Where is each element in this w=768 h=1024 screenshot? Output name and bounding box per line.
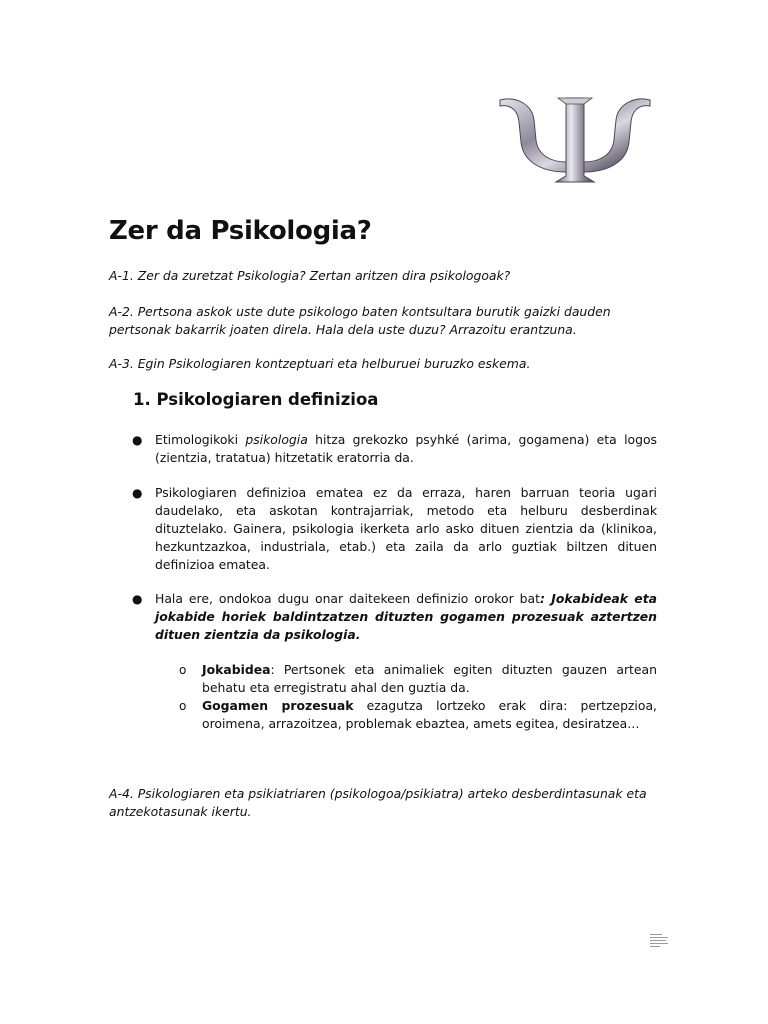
sub-bullet-jokabidea [202, 661, 657, 697]
sub-bullet-gogamen [202, 697, 657, 733]
bullet-etymology [155, 431, 657, 467]
term: Gogamen prozesuak [202, 698, 354, 713]
page-title: Zer da Psikologia? [109, 216, 372, 246]
question-a2: A-2. Pertsona askok uste dute psikologo baten kontsultara burutik gaizki dauden pertsonak bakarrik joaten direla. Hala dela uste duzu? Arrazoitu erantzuna. [109, 304, 611, 337]
section-heading [133, 390, 378, 409]
bullet-general-definition [155, 590, 657, 644]
sub-bullet-icon: o [179, 699, 187, 713]
term-text: ezagutza lortzeko erak dira: pertzepzioa, oroimena, arrazoitzea, problemak ebaztea, amets egitea, desiratzea… [202, 698, 657, 731]
question-a1: A-1. Zer da zuretzat Psikologia? Zertan aritzen dira psikologoak? [109, 268, 511, 283]
page-thumbnail-icon [650, 934, 668, 952]
bullet-icon: ● [132, 433, 143, 447]
section-title: Psikologiaren definizioa [156, 390, 379, 409]
bullet-definition-difficulty: Psikologiaren definizioa ematea ez da erraza, haren barruan teoria ugari daudelako, eta askotan kontrajarriak, metodo eta helburu desberdinak dituztelako. Gainera, psikologia ikerketa arlo asko dituen zientzia da (klinikoa, hezkuntzazkoa, industriala, etab.) eta zaila da arlo guztiak biltzen dituen definizioa ematea. [155, 485, 657, 572]
term: Jokabidea [202, 662, 271, 677]
question-a4: A-4. Psikologiaren eta psikiatriaren (psikologoa/psikiatra) arteko desberdintasunak eta antzekotasunak ikertu. [109, 786, 647, 819]
question-a3: A-3. Egin Psikologiaren kontzeptuari eta helburuei buruzko eskema. [109, 356, 531, 371]
bullet-icon: ● [132, 486, 143, 500]
bullet-text: Hala ere, ondokoa dugu onar daitekeen definizio orokor bat [155, 591, 540, 606]
term-text: : Pertsonek eta animaliek egiten dituzten gauzen artean behatu eta erregistratu ahal den guztia da. [202, 662, 657, 695]
section-number: 1. [133, 390, 151, 409]
psi-symbol-icon [494, 92, 656, 192]
bullet-text: hitza grekozko psyhké (arima, gogamena) eta logos (zientzia, tratatua) hitzetatik eratorria da. [155, 432, 657, 465]
bullet-text: Etimologikoki [155, 432, 246, 447]
italic-term: psikologia [245, 432, 308, 447]
bullet-icon: ● [132, 592, 143, 606]
sub-bullet-icon: o [179, 663, 187, 677]
definition-emphasis: : Jokabideak eta jokabide horiek baldintzatzen dituzten gogamen prozesuak aztertzen dituen zientzia da psikologia. [155, 591, 657, 642]
